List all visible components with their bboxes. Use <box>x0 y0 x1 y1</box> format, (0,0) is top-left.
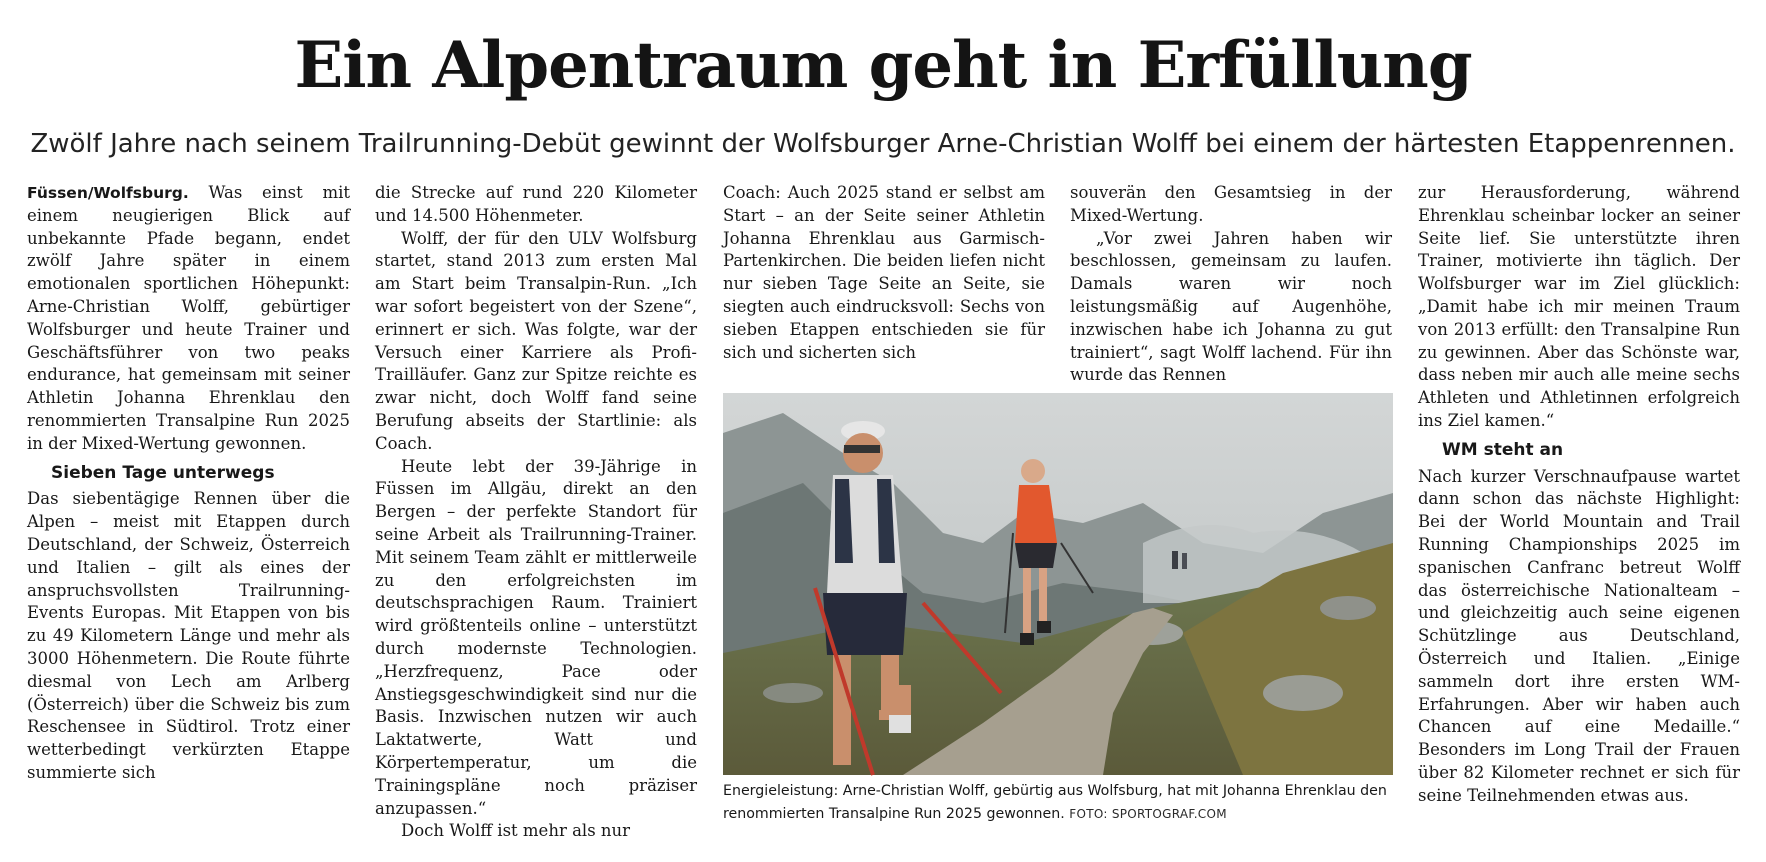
photo-credit: FOTO: SPORTOGRAF.COM <box>1069 806 1227 821</box>
headline: Ein Alpentraum geht in Erfüllung <box>294 28 1472 103</box>
paragraph: die Strecke auf rund 220 Kilometer und 14.500 Höhenmeter. <box>375 183 697 225</box>
column-2 <box>375 182 697 843</box>
subheading-sieben-tage: Sieben Tage unterwegs <box>51 462 275 483</box>
paragraph: Nach kurzer Verschnaufpause wartet dann schon das nächste Highlight: Bei der World Mountain and Trail Running Championships 2025 im spanischen Canfranc betreut Wolff das österreichische Nationalteam – und gleichzeitig auch seine eigenen Schützlinge aus Deutschland, Österreich und Italien. „Einige sammeln dort ihre ersten WM-Erfahrungen. Aber wir haben auch Chancen auf eine Medaille.“ Besonders im Long Trail der Frauen über 82 Kilometer rechnet er sich für seine Teilnehmenden etwas aus. <box>1418 466 1740 805</box>
paragraph-text: Was einst mit einem neugierigen Blick auf unbekannte Pfade begann, endet zwölf Jahre später in einem emotionalen sportlichen Höhepunkt: Arne-Christian Wolff, gebürtiger Wolfsburger und heute Trainer und Geschäftsführer von two peaks endurance, hat gemeinsam mit seiner Athletin Johanna Ehrenklau den renommierten Transalpine Run 2025 in der Mixed-Wertung gewonnen. <box>27 183 350 453</box>
paragraph: „Vor zwei Jahren haben wir beschlossen, gemeinsam zu laufen. Damals waren wir noch leistungsmäßig auf Augenhöhe, inzwischen habe ich Johanna zu gut trainiert“, sagt Wolff lachend. Für ihn wurde das Rennen <box>1070 228 1392 385</box>
column-1 <box>27 182 350 785</box>
paragraph: souverän den Gesamtsieg in der Mixed-Wertung. <box>1070 183 1392 225</box>
dateline: Füssen/Wolfsburg. <box>27 184 189 202</box>
paragraph: Wolff, der für den ULV Wolfsburg startet, stand 2013 zum ersten Mal am Start beim Transalpin-Run. „Ich war sofort begeistert von der Szene“, erinnert er sich. Was folgte, war der Versuch einer Karriere als Profi-Trailläufer. Ganz zur Spitze reichte es zwar nicht, doch Wolff fand seine Berufung abseits der Startlinie: als Coach. <box>375 228 697 453</box>
article-photo <box>723 393 1393 775</box>
caption-text: Energieleistung: Arne-Christian Wolff, gebürtig aus Wolfsburg, hat mit Johanna Ehrenklau den renommierten Transalpine Run 2025 gewonnen. <box>723 783 1387 822</box>
subheading-wm: WM steht an <box>1442 439 1564 460</box>
paragraph <box>27 182 350 456</box>
photo-caption <box>723 780 1395 826</box>
paragraph: Coach: Auch 2025 stand er selbst am Start – an der Seite seiner Athletin Johanna Ehrenklau aus Garmisch-Partenkirchen. Die beiden liefen nicht nur sieben Tage Seite an Seite, sie siegten auch eindrucksvoll: Sechs von sieben Etappen entschieden sie für sich und sicherten sich <box>723 183 1045 362</box>
paragraph: zur Herausforderung, während Ehrenklau scheinbar locker an seiner Seite lief. Sie unterstützte ihren Trainer, motivierte ihn täglich. Der Wolfsburger war im Ziel glücklich: „Damit habe ich mir meinen Traum von 2013 erfüllt: den Transalpine Run zu gewinnen. Aber das Schönste war, dass neben mir auch alle meine sechs Athleten und Athletinnen erfolgreich ins Ziel kamen.“ <box>1418 183 1740 430</box>
paragraph: Heute lebt der 39-Jährige in Füssen im Allgäu, direkt an den Bergen – der perfekte Standort für seine Arbeit als Trailrunning-Trainer. Mit seinem Team zählt er mittlerweile zu den erfolgreichsten im deutschsprachigen Raum. Trainiert wird größtenteils online – unterstützt durch modernste Technologien. „Herzfrequenz, Pace oder Anstiegsgeschwindigkeit sind nur die Basis. Inzwischen nutzen wir auch Laktatwerte, Watt und Körpertemperatur, um die Trainingspläne noch präziser anzupassen.“ <box>375 456 697 818</box>
trail-runners-image <box>723 393 1393 775</box>
subheadline: Zwölf Jahre nach seinem Trailrunning-Debüt gewinnt der Wolfsburger Arne-Christian Wolff bei einem der härtesten Etappenrennen. <box>30 129 1736 159</box>
column-4 <box>1070 182 1392 385</box>
column-5 <box>1418 182 1740 808</box>
paragraph: Das siebentägige Rennen über die Alpen – meist mit Etappen durch Deutschland, der Schweiz, Österreich und Italien – gilt als eines der anspruchsvollsten Trailrunning-Events Europas. Mit Etappen von bis zu 49 Kilometern Länge und mehr als 3000 Höhenmetern. Die Route führte diesmal von Lech am Arlberg (Österreich) über die Schweiz bis zum Reschensee in Südtirol. Trotz einer wetterbedingt verkürzten Etappe summierte sich <box>27 489 350 782</box>
paragraph: Doch Wolff ist mehr als nur <box>401 821 631 841</box>
column-3 <box>723 182 1045 364</box>
